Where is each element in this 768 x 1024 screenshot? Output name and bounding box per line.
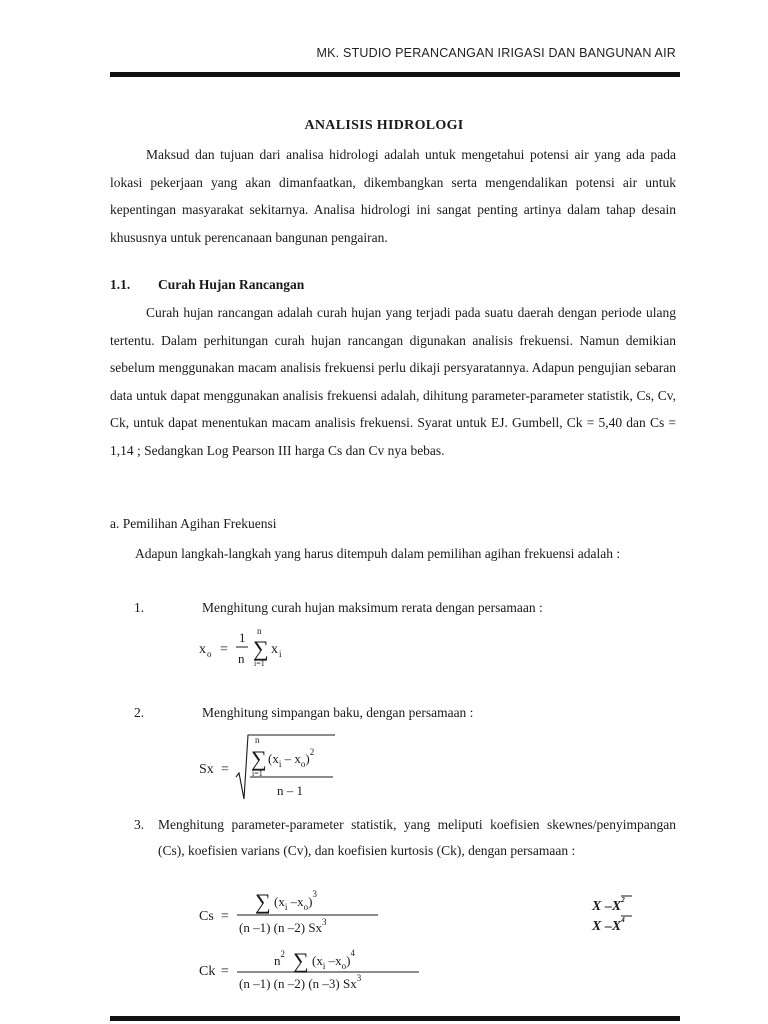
eq-lhs: Ck [199,964,216,979]
sigma-icon: ∑ [255,889,271,914]
intro-text: Maksud dan tujuan dari analisa hidrologi adalah untuk mengetahui potensi air yang ada pada lokasi pekerjaan yang akan dimanfaatkan, dikembangkan serta mengendalikan potensi air untuk kepentingan masyarakat sekitarnya. Analisa hidrologi ini sangat penting artinya dalam tahap desain khususnya untuk perencanaan bangunan pengairan. [110,147,676,245]
intro-paragraph [110,141,676,251]
step-number: 3. [134,817,145,832]
eq-var-sub: i [279,649,282,659]
eq-num-term: ($x_i$ $-x_o)^3$ [274,889,317,912]
eq-equals: = [221,909,229,924]
subsection-label: a. Pemilihan Agihan Frekuensi [110,516,277,531]
document-title: ANALISIS HIDROLOGI [304,118,464,133]
side-term: X $-X^2$ [592,896,625,914]
section-text: Curah hujan rancangan adalah curah hujan yang terjadi pada suatu daerah dengan periode ulang tertentu. Dalam perhitungan curah hujan rancangan digunakan analisis frekuensi. Namun demikian sebelum menggunakan macam analisis frekuensi perlu dikaji persyaratannya. Adapun pengujian sebaran data untuk dapat menggunakan analisis frekuensi adalah, dihitung parameter-parameter statistik, Cs, Cv, Ck, untuk dapat menentukan macam analisis frekuensi. Syarat untuk EJ. Gumbell, Ck = 5,40 dan Cs = 1,14 ; Sedangkan Log Pearson III harga Cs dan Cv nya bebas. [110,305,676,458]
eq-lhs: x [199,642,206,657]
step-text: Menghitung simpangan baku, dengan persamaan : [202,705,474,720]
side-expression-2 [590,913,660,935]
sum-upper: n [257,626,262,636]
section-title: Curah Hujan Rancangan [158,277,305,292]
eq-lhs: Cs [199,909,214,924]
sigma-icon: ∑ [253,636,269,661]
running-header: MK. STUDIO PERANCANGAN IRIGASI DAN BANGUNAN AIR [316,46,676,60]
eq-num-term: ($x_i$ $-x_o)^4$ [312,948,355,971]
side-term: X $-X^4$ [592,916,625,934]
eq-num-pre: $n^2$ [274,949,285,968]
sum-lower: i=1 [252,769,263,778]
eq-denominator: (n –1) (n –2) (n –3) Sx$^3$ [239,973,362,991]
equation-std [195,733,345,803]
subsection-paragraph: Adapun langkah-langkah yang harus ditempuh dalam pemilihan agihan frekuensi adalah : [135,546,621,561]
eq-lhs-sub: o [207,649,212,659]
step-1 [134,600,543,616]
eq-denominator: n – 1 [277,783,303,798]
sum-upper: n [255,735,260,745]
step-2 [134,705,473,721]
equation-ck [195,943,435,995]
equation-cs [195,886,395,938]
eq-term: $(x_i - x_o)^2$ [268,747,315,769]
section-heading [110,277,304,293]
eq-denominator: (n –1) (n –2) Sx$^3$ [239,917,327,935]
step-number: 2. [134,705,145,720]
eq-lhs: Sx [199,762,214,777]
eq-denominator: n [238,651,245,666]
footer-rule [110,1016,680,1021]
section-paragraph [110,299,676,464]
section-number: 1.1. [110,277,131,292]
step-text: Menghitung curah hujan maksimum rerata dengan persamaan : [202,600,543,615]
step-number: 1. [134,600,145,615]
side-expression-1 [590,893,660,915]
sigma-icon: ∑ [251,746,267,771]
sum-lower: i=1 [254,659,265,668]
header-rule [110,72,680,77]
eq-equals: = [221,762,229,777]
eq-equals: = [220,642,228,657]
eq-numerator: 1 [239,630,246,645]
sigma-icon: ∑ [293,948,309,973]
equation-mean [195,625,305,675]
eq-var: x [271,642,278,657]
step-3 [134,812,676,864]
step-text: Menghitung parameter-parameter statistik, yang meliputi koefisien skewnes/penyimpangan (Cs), koefisien varians (Cv), dan koefisien kurtosis (Ck), dengan persamaan : [158,817,676,858]
eq-equals: = [221,964,229,979]
